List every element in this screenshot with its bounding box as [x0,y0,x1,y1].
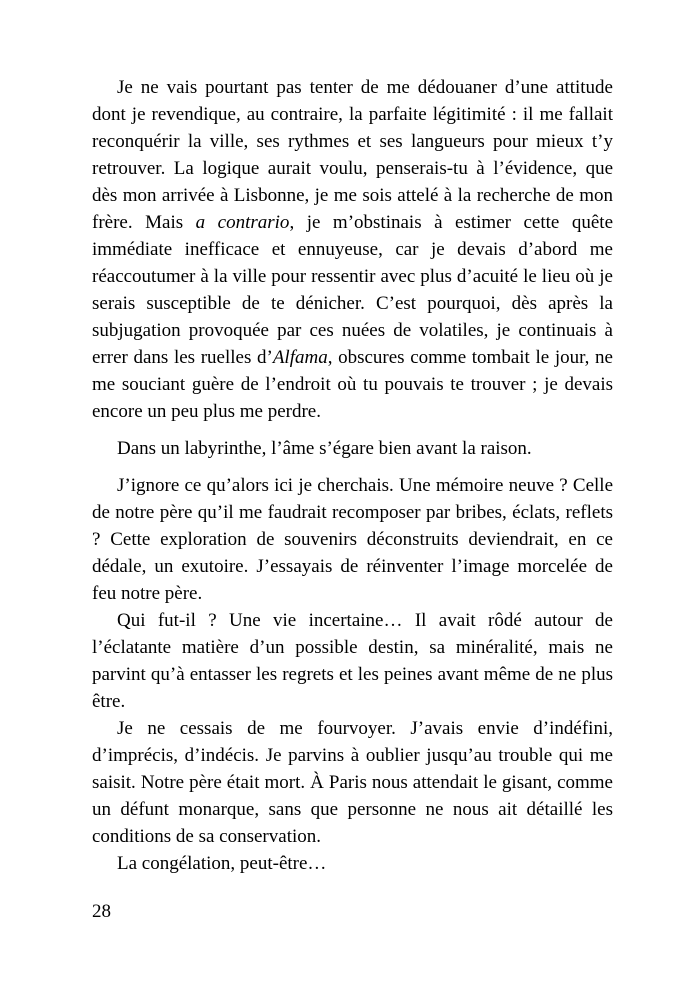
paragraph-5: Je ne cessais de me fourvoyer. J’avais envie d’indéfini, d’imprécis, d’indécis. Je parvins à oublier jusqu’au trouble qui me saisit. Notre père était mort. À Paris nous attendait le gisant, comme un défunt monarque, sans que personne ne nous ait détaillé les conditions de sa conservation. [92,718,613,847]
paragraph-2: Dans un labyrinthe, l’âme s’égare bien avant la raison. [117,438,532,459]
paragraph-1-text-end: , obscures comme tombait le jour, ne me souciant guère de l’endroit où tu pouvais te trouver ; je devais encore un peu plus me perdre. [92,347,613,422]
paragraph-1-italic-a-contrario: a contrario [195,212,290,233]
paragraph-1 [92,74,613,425]
paragraph-1-text-middle: , je m’obstinais à estimer cette quête immédiate inefficace et ennuyeuse, car je devais d’abord me réaccoutumer à la ville pour ressentir avec plus d’acuité le lieu où je serais susceptible de te dénicher. C’est pourquoi, dès après la subjugation provoquée par ces nuées de volatiles, je continuais à errer dans les ruelles d’ [92,212,614,368]
paragraph-6: La congélation, peut-être… [117,853,327,874]
paragraph-3: J’ignore ce qu’alors ici je cherchais. Une mémoire neuve ? Celle de notre père qu’il me faudrait recomposer par bribes, éclats, reflets ? Cette exploration de souvenirs déconstruits deviendrait, en ce dédale, un exutoire. J’essayais de réinventer l’image morcelée de feu notre père. [92,475,613,604]
page-number: 28 [92,901,111,922]
paragraph-1-text-start: Je ne vais pourtant pas tenter de me dédouaner d’une attitude dont je revendique, au contraire, la parfaite légitimité : il me fallait reconquérir la ville, ses rythmes et ses langueurs pour mieux t’y retrouver. La logique aurait voulu, penserais-tu à l’évidence, que dès mon arrivée à Lisbonne, je me sois attelé à la recherche de mon frère. Mais [92,77,613,233]
page-body [92,74,613,877]
paragraph-1-italic-alfama: Alfama [272,347,328,368]
paragraph-4: Qui fut-il ? Une vie incertaine… Il avait rôdé autour de l’éclatante matière d’un possible destin, sa minéralité, mais ne parvint qu’à entasser les regrets et les peines avant même de ne plus être. [92,610,613,712]
